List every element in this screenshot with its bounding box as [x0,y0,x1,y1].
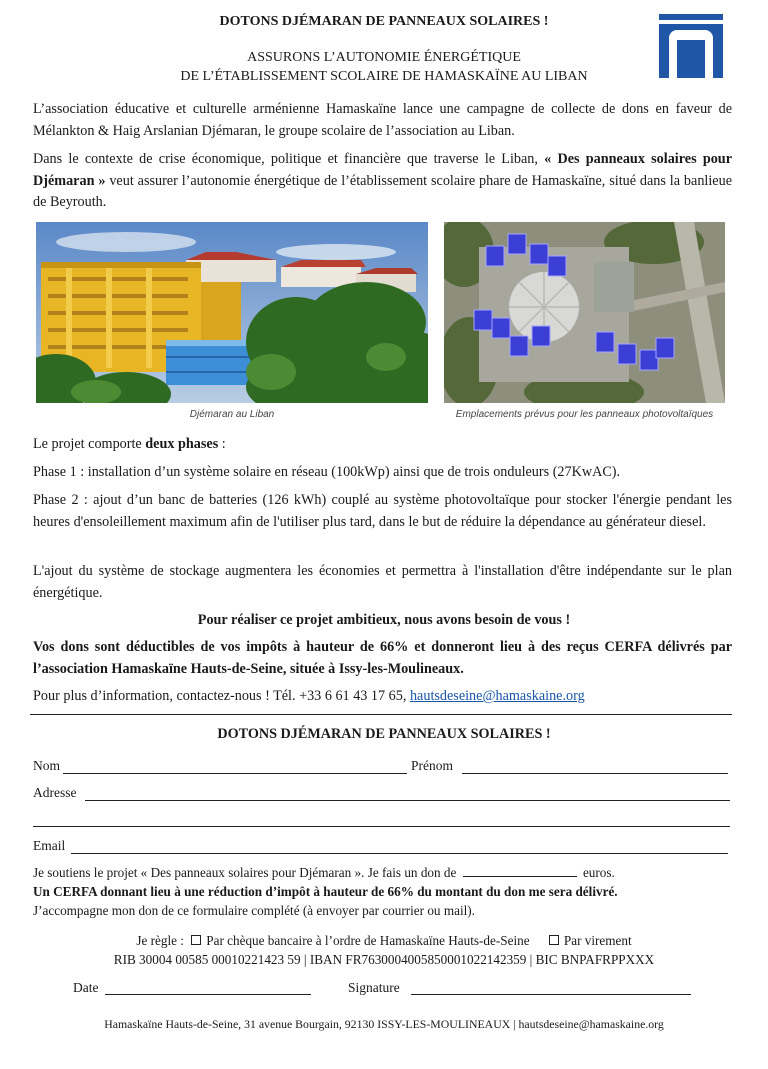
project-intro [33,434,732,456]
intro-p2-text-start: Dans le contexte de crise économique, politique et financière que traverse le Liban, [33,151,545,167]
contact-email-link[interactable]: hautsdeseine@hamaskaine.org [409,688,585,704]
email-label: Email [33,838,66,853]
caption-solar-panels: Emplacements prévus pour les panneaux photovoltaïques [455,409,714,420]
project-intro-colon: : [218,436,226,452]
payment-options [0,933,768,949]
prenom-field[interactable] [462,773,728,774]
intro-paragraph-1: L’association éducative et culturelle arménienne Hamaskaïne lance une campagne de collecte de dons en faveur de Mélankton & Haig Arslanian Djémaran, le groupe scolaire de l’association au Liban. [33,101,732,139]
prenom-label: Prénom [411,758,453,773]
two-phases-bold: deux phases [145,436,219,452]
cheque-option-label: Par chèque bancaire à l’ordre de Hamaskaïne Hauts-de-Seine [206,933,530,948]
form-title: DOTONS DJÉMARAN DE PANNEAUX SOLAIRES ! [217,726,551,742]
school-photo [36,222,428,403]
payment-label: Je règle : [136,933,184,948]
page-title: DOTONS DJÉMARAN DE PANNEAUX SOLAIRES ! [219,14,549,29]
cheque-checkbox[interactable] [191,935,201,945]
project-name-bold: « Des panneaux solaires pour Djémaran » [33,151,732,189]
aerial-photo [444,222,725,403]
subtitle-line-2: DE L’ÉTABLISSEMENT SCOLAIRE DE HAMASKAÏNE AU LIBAN [180,69,588,84]
intro-p2-text-end: veut assurer l’autonomie énergétique de l’établissement scolaire phare de Hamaskaïne, situé dans la banlieue de Beyrouth. [33,172,732,210]
virement-checkbox[interactable] [549,935,559,945]
donation-line [33,865,615,881]
signature-field[interactable] [411,994,691,995]
project-intro-text: Le projet comporte [33,436,146,452]
subtitle-line-1: ASSURONS L’AUTONOMIE ÉNERGÉTIQUE [247,50,521,65]
phase-2-text: Phase 2 : ajout d’un banc de batteries (126 kWh) couplé au système photovoltaïque pour stocker l'énergie pendant les heures d'ensoleillement maximum afin de l'utiliser plus tard, dans le but de réduire la dépendance au générateur diesel. [33,492,732,530]
school-building-image [36,222,428,403]
solar-panel-map-image [444,222,725,403]
date-field[interactable] [105,994,311,995]
adresse-field[interactable] [85,800,730,801]
donation-text: Je soutiens le projet « Des panneaux solaires pour Djémaran ». Je fais un don de [33,865,457,880]
donation-amount-field[interactable] [463,865,577,877]
page-subtitle [0,48,768,86]
contact-phone-text: Pour plus d’information, contactez-nous ! Tél. +33 6 61 43 17 65, [33,688,410,704]
hamaskaine-logo [659,14,723,78]
appeal-headline: Pour réaliser ce projet ambitieux, nous avons besoin de vous ! [197,612,571,628]
date-label: Date [73,980,99,995]
virement-option-label: Par virement [563,933,632,948]
caption-school: Djémaran au Liban [189,409,275,420]
footer-address: Hamaskaïne Hauts-de-Seine, 31 avenue Bourgain, 92130 ISSY-LES-MOULINEAUX | hautsdeseine@hamaskaine.org [104,1017,664,1031]
section-divider [30,714,732,715]
signature-label: Signature [348,980,400,995]
phase-1-text: Phase 1 : installation d’un système solaire en réseau (100kWp) ainsi que de trois onduleurs (27KwAC). [33,464,621,480]
adresse-field-line-2[interactable] [33,826,730,827]
contact-text [33,686,732,708]
bank-details: RIB 30004 00585 00010221423 59 | IBAN FR7630004005850001022142359 | BIC BNPAFRPPXXX [113,952,655,967]
nom-label: Nom [33,758,60,773]
nom-field[interactable] [63,773,407,774]
storage-text: L'ajout du système de stockage augmentera les économies et permettra à l'installation d'être indépendante sur le plan énergétique. [33,563,732,601]
email-field[interactable] [71,853,728,854]
attach-form-text: J’accompagne mon don de ce formulaire complété (à envoyer par courrier ou mail). [33,903,475,918]
adresse-label: Adresse [33,785,77,800]
cerfa-text: Un CERFA donnant lieu à une réduction d’impôt à hauteur de 66% du montant du don me sera délivré. [33,884,618,899]
donation-currency: euros. [582,865,615,880]
intro-paragraph-2 [33,149,732,214]
tax-deduction-text: Vos dons sont déductibles de vos impôts à hauteur de 66% et donneront lieu à des reçus CERFA délivrés par l’association Hamaskaïne Hauts-de-Seine, située à Issy-les-Moulineaux. [33,639,732,677]
